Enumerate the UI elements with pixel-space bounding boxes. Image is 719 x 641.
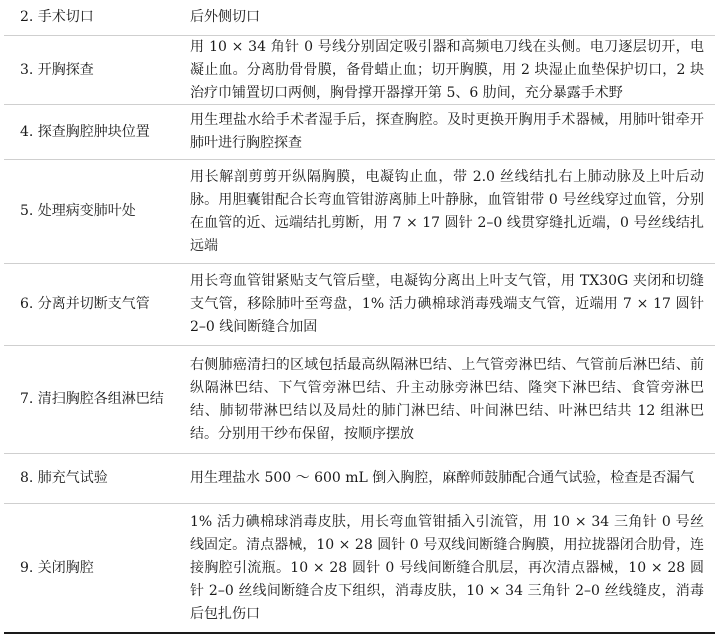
step-label: 3. 开胸探查 bbox=[20, 61, 94, 78]
step-label: 4. 探查胸腔肿块位置 bbox=[20, 123, 150, 140]
step-cell bbox=[20, 36, 190, 104]
table-row bbox=[4, 0, 715, 36]
description-cell bbox=[190, 160, 704, 263]
step-cell bbox=[20, 105, 190, 159]
step-label: 8. 肺充气试验 bbox=[20, 470, 108, 486]
step-label: 5. 处理病变肺叶处 bbox=[20, 203, 136, 219]
table-row bbox=[4, 105, 715, 160]
step-cell bbox=[20, 454, 190, 503]
step-description: 右侧肺癌清扫的区域包括最高纵隔淋巴结、上气管旁淋巴结、气管前后淋巴结、前纵隔淋巴结、下气管旁淋巴结、升主动脉旁淋巴结、隆突下淋巴结、食管旁淋巴结、肺韧带淋巴结以及局灶的肺门淋巴结、叶间淋巴结、叶淋巴结共 12 组淋巴结。分别用干纱布保留，按顺序摆放 bbox=[190, 356, 704, 442]
table-row bbox=[4, 504, 715, 634]
step-cell bbox=[20, 0, 190, 35]
step-description: 用生理盐水 500 ～ 600 mL 倒入胸腔，麻醉师鼓肺配合通气试验，检查是否漏气 bbox=[190, 470, 695, 486]
step-description: 1% 活力碘棉球消毒皮肤，用长弯血管钳插入引流管，用 10 × 34 三角针 0 号丝线固定。清点器械，10 × 28 圆针 0 号双线间断缝合胸膜，用拉拢器闭合肋骨，连接胸腔引流瓶。10 × 28 圆针 0 号线间断缝合肌层，再次清点器械，10 × 28 圆针 2–0 丝线间断缝合皮下组织，消毒皮肤，10 × 34 三角针 2–0 丝线缝皮，消毒后包扎伤口 bbox=[190, 513, 704, 622]
step-cell bbox=[20, 346, 190, 453]
description-cell bbox=[190, 264, 704, 345]
step-label: 9. 关闭胸腔 bbox=[20, 559, 94, 576]
description-cell bbox=[190, 105, 704, 159]
description-cell bbox=[190, 346, 704, 453]
step-description: 用 10 × 34 角针 0 号线分别固定吸引器和高频电刀线在头侧。电刀逐层切开，电凝止血。分离肋骨骨膜，备骨蜡止血；切开胸膜，用 2 块湿止血垫保护切口，2 块治疗巾铺置切口两侧，胸骨撑开器撑开第 5、6 肋间，充分暴露手术野 bbox=[190, 38, 704, 101]
step-label: 7. 清扫胸腔各组淋巴结 bbox=[20, 391, 164, 407]
procedure-table bbox=[4, 0, 715, 641]
table-row bbox=[4, 160, 715, 264]
table-row bbox=[4, 454, 715, 504]
step-description: 用生理盐水给手术者湿手后，探查胸腔。及时更换开胸用手术器械，用肺叶钳牵开肺叶进行胸腔探查 bbox=[190, 112, 704, 151]
description-cell bbox=[190, 0, 704, 35]
description-cell bbox=[190, 504, 704, 632]
step-label: 6. 分离并切断支气管 bbox=[20, 296, 150, 312]
step-description: 用长弯血管钳紧贴支气管后壁，电凝钩分离出上叶支气管，用 TX30G 夹闭和切缝支气管，移除肺叶至弯盘，1% 活力碘棉球消毒残端支气管，近端用 7 × 17 圆针 2–0 线间断缝合加固 bbox=[190, 273, 704, 335]
step-cell bbox=[20, 504, 190, 632]
step-cell bbox=[20, 160, 190, 263]
step-cell bbox=[20, 264, 190, 345]
description-cell bbox=[190, 36, 704, 104]
table-row bbox=[4, 36, 715, 105]
step-label: 2. 手术切口 bbox=[20, 9, 94, 25]
table-row bbox=[4, 346, 715, 454]
step-description: 后外侧切口 bbox=[190, 9, 260, 25]
step-description: 用长解剖剪剪开纵隔胸膜，电凝钩止血，带 2.0 丝线结扎右上肺动脉及上叶后动脉。用胆囊钳配合长弯血管钳游离肺上叶静脉，血管钳带 0 号丝线穿过血管，分别在血管的近、远端结扎剪断，用 7 × 17 圆针 2–0 线贯穿缝扎近端，0 号丝线结扎远端 bbox=[190, 168, 704, 254]
description-cell bbox=[190, 454, 704, 503]
table-row bbox=[4, 264, 715, 346]
